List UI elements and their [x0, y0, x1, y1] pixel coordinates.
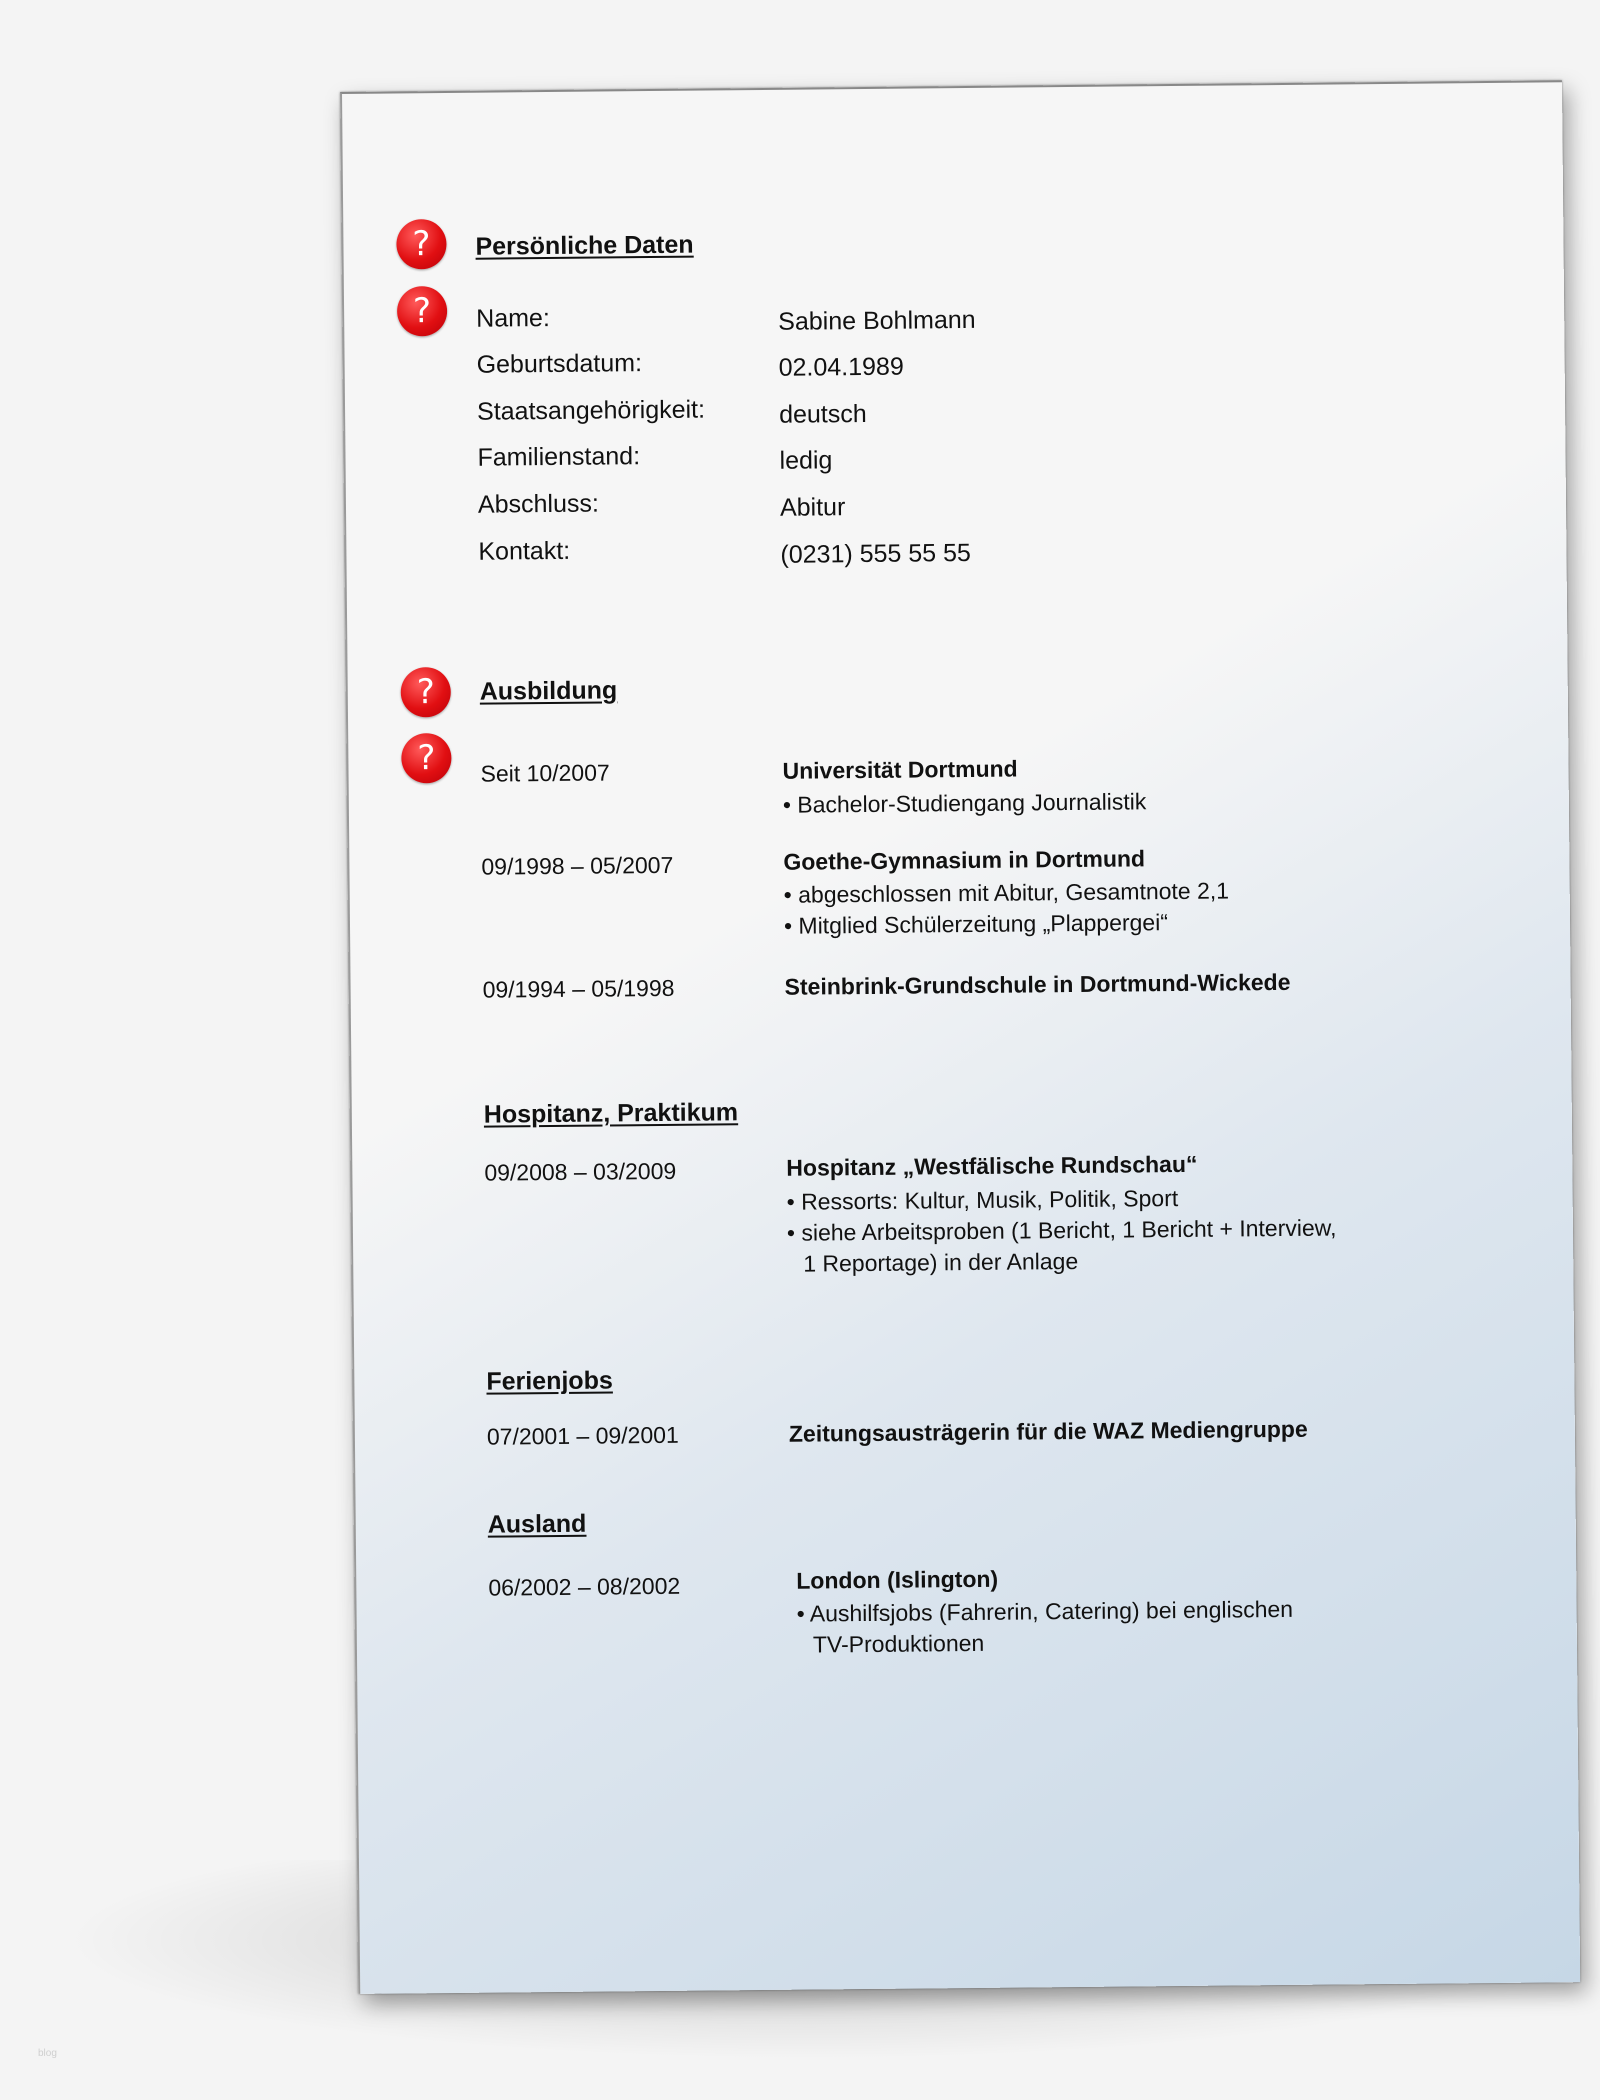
holiday-job-title: Zeitungsausträgerin für die WAZ Mediengruppe: [788, 1415, 1308, 1447]
cv-page: [340, 80, 1580, 1994]
label-marital-status: Familienstand:: [477, 442, 641, 472]
education-date: 09/1994 – 05/1998: [482, 974, 675, 1003]
section-heading-abroad: Ausland: [487, 1509, 587, 1539]
holiday-job-date: 07/2001 – 09/2001: [486, 1421, 679, 1450]
label-degree: Abschluss:: [477, 489, 599, 519]
section-heading-holiday-jobs: Ferienjobs: [486, 1366, 613, 1396]
value-contact: (0231) 555 55 55: [780, 538, 972, 569]
value-marital-status: ledig: [779, 446, 833, 475]
section-heading-education: Ausbildung: [479, 676, 618, 706]
bullet-item: • abgeschlossen mit Abitur, Gesamtnote 2,1: [783, 877, 1230, 908]
label-contact: Kontakt:: [478, 536, 571, 566]
abroad-bullets: [796, 1594, 1293, 1661]
value-degree: Abitur: [779, 493, 846, 522]
value-name: Sabine Bohlmann: [778, 305, 976, 336]
value-nationality: deutsch: [778, 399, 867, 429]
education-date: Seit 10/2007: [480, 759, 610, 787]
education-date: 09/1998 – 05/2007: [481, 851, 674, 880]
bullet-item: • Mitglied Schülerzeitung „Plappergei“: [783, 909, 1169, 939]
education-bullets: [784, 876, 1230, 942]
education-title: Universität Dortmund: [782, 755, 1018, 784]
help-icon[interactable]: ?: [401, 667, 451, 717]
section-heading-internship: Hospitanz, Praktikum: [483, 1098, 739, 1129]
bullet-item: • siehe Arbeitsproben (1 Bericht, 1 Bericht + Interview,: [786, 1214, 1337, 1246]
abroad-date: 06/2002 – 08/2002: [488, 1572, 681, 1601]
education-title: Goethe-Gymnasium in Dortmund: [783, 845, 1146, 875]
bullet-item: • Aushilfsjobs (Fahrerin, Catering) bei englischen: [796, 1595, 1294, 1627]
watermark-text: blog: [38, 2048, 57, 2059]
bullet-item-continued: 1 Reportage) in der Anlage: [803, 1247, 1079, 1277]
label-nationality: Staatsangehörigkeit:: [476, 395, 706, 426]
education-title: Steinbrink-Grundschule in Dortmund-Wickede: [784, 968, 1291, 1000]
value-birthdate: 02.04.1989: [778, 352, 904, 382]
education-bullets: [783, 786, 1147, 820]
cv-content: [342, 82, 1580, 1994]
bullet-item-continued: TV-Produktionen: [812, 1629, 985, 1658]
help-icon[interactable]: ?: [397, 286, 447, 336]
help-icon[interactable]: ?: [401, 733, 451, 783]
internship-bullets: [787, 1181, 1337, 1279]
label-birthdate: Geburtsdatum:: [476, 349, 643, 379]
internship-title: Hospitanz „Westfälische Rundschau“: [786, 1150, 1198, 1181]
help-icon[interactable]: ?: [396, 219, 446, 269]
section-heading-personal: Persönliche Daten: [475, 230, 694, 261]
internship-date: 09/2008 – 03/2009: [484, 1157, 677, 1186]
bullet-item: • Ressorts: Kultur, Musik, Politik, Sport: [786, 1185, 1179, 1215]
bullet-item: • Bachelor-Studiengang Journalistik: [782, 788, 1147, 818]
label-name: Name:: [476, 303, 550, 333]
abroad-title: London (Islington): [796, 1565, 999, 1594]
